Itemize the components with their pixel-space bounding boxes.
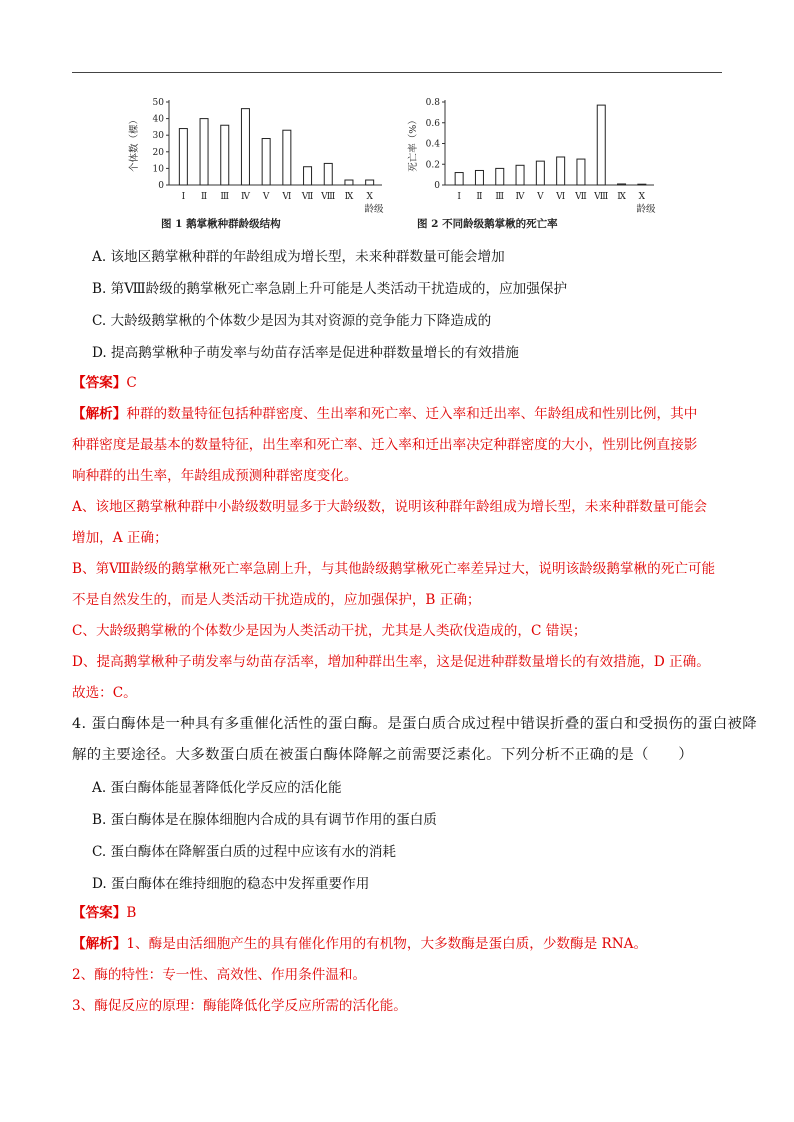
q4-stem-line-2: 解的主要途径。大多数蛋白质在被蛋白酶体降解之前需要泛素化。下列分析不正确的是（ ）	[72, 747, 694, 763]
q3-analysis-line-1	[72, 404, 732, 424]
chart2-y-axis-label: 死亡率（%）	[408, 115, 419, 172]
chart1-caption: 图 1 鹅掌楸种群龄级结构	[161, 218, 281, 230]
chart1-x-tick-label: Ⅸ	[344, 192, 354, 202]
chart1-bar	[345, 180, 353, 185]
q4-answer-label: 【答案】	[72, 905, 127, 921]
chart1-bar	[262, 139, 270, 185]
chart2-bar	[516, 165, 524, 185]
chart1-y-tick-label: 0	[158, 181, 164, 191]
q3-option-c: C. 大龄级鹅掌楸的个体数少是因为其对资源的竞争能力下降造成的	[92, 313, 492, 329]
q3-answer-label: 【答案】	[72, 375, 127, 391]
chart1-y-axis-label: 个体数（棵）	[129, 114, 140, 173]
chart1-y-tick-label: 10	[152, 164, 164, 175]
q4-option-c: C. 蛋白酶体在降解蛋白质的过程中应该有水的消耗	[92, 844, 397, 860]
q3-answer-value: C	[126, 375, 137, 391]
chart2-x-tick-label: Ⅲ	[495, 192, 505, 202]
q3-analysis-label: 【解析】	[72, 406, 127, 422]
chart2-x-tick-label: Ⅵ	[556, 192, 566, 202]
q4-option-d: D. 蛋白酶体在维持细胞的稳态中发挥重要作用	[92, 876, 370, 892]
q4-stem-line-1: 4. 蛋白酶体是一种具有多重催化活性的蛋白酶。是蛋白质合成过程中错误折叠的蛋白和受损伤的蛋白被降	[72, 716, 758, 732]
q3-analysis-line-3: 响种群的出生率，年龄组成预测种群密度变化。	[72, 468, 358, 484]
chart2-x-tick-label: Ⅱ	[476, 192, 483, 202]
chart1-y-tick-label: 50	[152, 98, 164, 108]
chart2-x-tick-label: Ⅹ	[638, 192, 646, 202]
chart2-x-tick-label: Ⅶ	[575, 192, 587, 202]
chart1-x-tick-label: Ⅲ	[220, 192, 230, 202]
chart2-y-tick-label: 0.4	[425, 139, 440, 150]
chart1-x-tick-label: Ⅹ	[366, 192, 373, 202]
q4-answer-value: B	[126, 905, 137, 921]
chart1-bar	[179, 129, 187, 185]
chart1-x-tick-label: Ⅶ	[301, 192, 314, 202]
chart2-bar	[536, 161, 544, 185]
q3-answer	[72, 373, 732, 393]
q3-option-b: B. 第Ⅷ龄级的鹅掌楸死亡率急剧上升可能是人类活动干扰造成的，应加强保护	[92, 281, 568, 297]
chart-2-svg	[408, 96, 672, 241]
header-rule	[72, 72, 722, 73]
chart2-caption: 图 2 不同龄级鹅掌楸的死亡率	[417, 218, 558, 230]
q3-analysis-line-5: 增加，A 正确；	[72, 530, 168, 546]
chart1-y-tick-label: 30	[152, 131, 164, 142]
chart1-y-tick-label: 20	[152, 147, 164, 158]
q3-analysis-line-9: D、提高鹅掌楸种子萌发率与幼苗存活率，增加种群出生率，这是促进种群数量增长的有效措施，D 正确。	[72, 654, 710, 670]
q4-analysis-label: 【解析】	[72, 936, 127, 952]
chart2-bar	[638, 184, 646, 185]
q4-option-a: A. 蛋白酶体能显著降低化学反应的活化能	[92, 780, 342, 796]
q4-answer	[72, 903, 732, 923]
chart1-bar	[283, 130, 291, 185]
chart-1-svg	[125, 96, 385, 241]
chart2-y-tick-label: 0.6	[425, 118, 440, 129]
chart2-bar	[618, 184, 626, 185]
chart1-x-tick-label: Ⅴ	[262, 192, 270, 202]
chart2-bar	[455, 173, 463, 185]
q3-analysis-line-7: 不是自然发生的，而是人类活动干扰造成的，应加强保护，B 正确；	[72, 592, 481, 608]
chart1-bar	[200, 119, 208, 185]
chart1-x-tick-label: Ⅱ	[200, 192, 208, 202]
q4-analysis-line-1	[72, 934, 732, 954]
chart2-x-tick-label: Ⅰ	[457, 192, 461, 202]
q3-analysis-text-1: 种群的数量特征包括种群密度、生出率和死亡率、迁入率和迁出率、年龄组成和性别比例，其中	[126, 406, 698, 422]
chart1-bar	[241, 109, 249, 185]
chart2-y-tick-label: 0.2	[425, 160, 440, 171]
q4-option-b: B. 蛋白酶体是在腺体细胞内合成的具有调节作用的蛋白质	[92, 812, 437, 828]
chart1-x-axis-label: 龄级	[364, 204, 384, 215]
chart2-bar	[577, 159, 585, 185]
chart1-bar	[304, 167, 312, 185]
chart2-x-tick-label: Ⅸ	[617, 192, 626, 202]
q3-analysis-line-2: 种群密度是最基本的数量特征，出生率和死亡率、迁入率和迁出率决定种群密度的大小，性别比例直接影	[72, 437, 698, 453]
chart2-x-tick-label: Ⅷ	[594, 192, 609, 202]
q3-analysis-line-4: A、该地区鹅掌楸种群中小龄级数明显多于大龄级数，说明该种群年龄组成为增长型，未来种群数量可能会	[72, 499, 708, 515]
chart2-bar	[496, 168, 504, 185]
chart2-y-tick-label: 0	[434, 181, 440, 191]
q4-analysis-line-3: 3、酶促反应的原理：酶能降低化学反应所需的活化能。	[72, 998, 407, 1014]
figure-1-age-structure	[125, 96, 385, 245]
chart1-bar	[366, 180, 374, 185]
chart1-bar	[324, 163, 332, 185]
q4-analysis-text-1: 1、酶是由活细胞产生的具有催化作用的有机物，大多数酶是蛋白质，少数酶是 RNA。	[126, 936, 648, 952]
chart2-bar	[557, 157, 565, 185]
chart2-x-tick-label: Ⅴ	[537, 192, 544, 202]
chart2-x-tick-label: Ⅳ	[515, 192, 525, 202]
chart1-bar	[221, 125, 229, 185]
q3-option-d: D. 提高鹅掌楸种子萌发率与幼苗存活率是促进种群数量增长的有效措施	[92, 345, 519, 361]
chart1-x-tick-label: Ⅵ	[282, 192, 292, 202]
chart1-x-tick-label: Ⅰ	[181, 192, 186, 202]
q3-analysis-line-8: C、大龄级鹅掌楸的个体数少是因为人类活动干扰，尤其是人类砍伐造成的，C 错误；	[72, 623, 587, 639]
chart1-x-tick-label: Ⅷ	[321, 192, 336, 202]
chart2-y-tick-label: 0.8	[425, 98, 440, 108]
chart2-x-axis-label: 龄级	[636, 204, 656, 215]
chart2-bar	[475, 170, 483, 185]
chart2-bar	[597, 105, 605, 185]
figure-2-mortality	[408, 96, 672, 245]
q3-analysis-line-6: B、第Ⅷ龄级的鹅掌楸死亡率急剧上升，与其他龄级鹅掌楸死亡率差异过大，说明该龄级鹅掌楸的死亡可能	[72, 561, 716, 577]
q3-option-a: A. 该地区鹅掌楸种群的年龄组成为增长型，未来种群数量可能会增加	[92, 249, 505, 265]
q3-analysis-line-10: 故选：C。	[72, 685, 137, 701]
q4-analysis-line-2: 2、酶的特性：专一性、高效性、作用条件温和。	[72, 967, 367, 983]
chart1-x-tick-label: Ⅳ	[240, 192, 250, 202]
chart1-y-tick-label: 40	[152, 114, 164, 125]
